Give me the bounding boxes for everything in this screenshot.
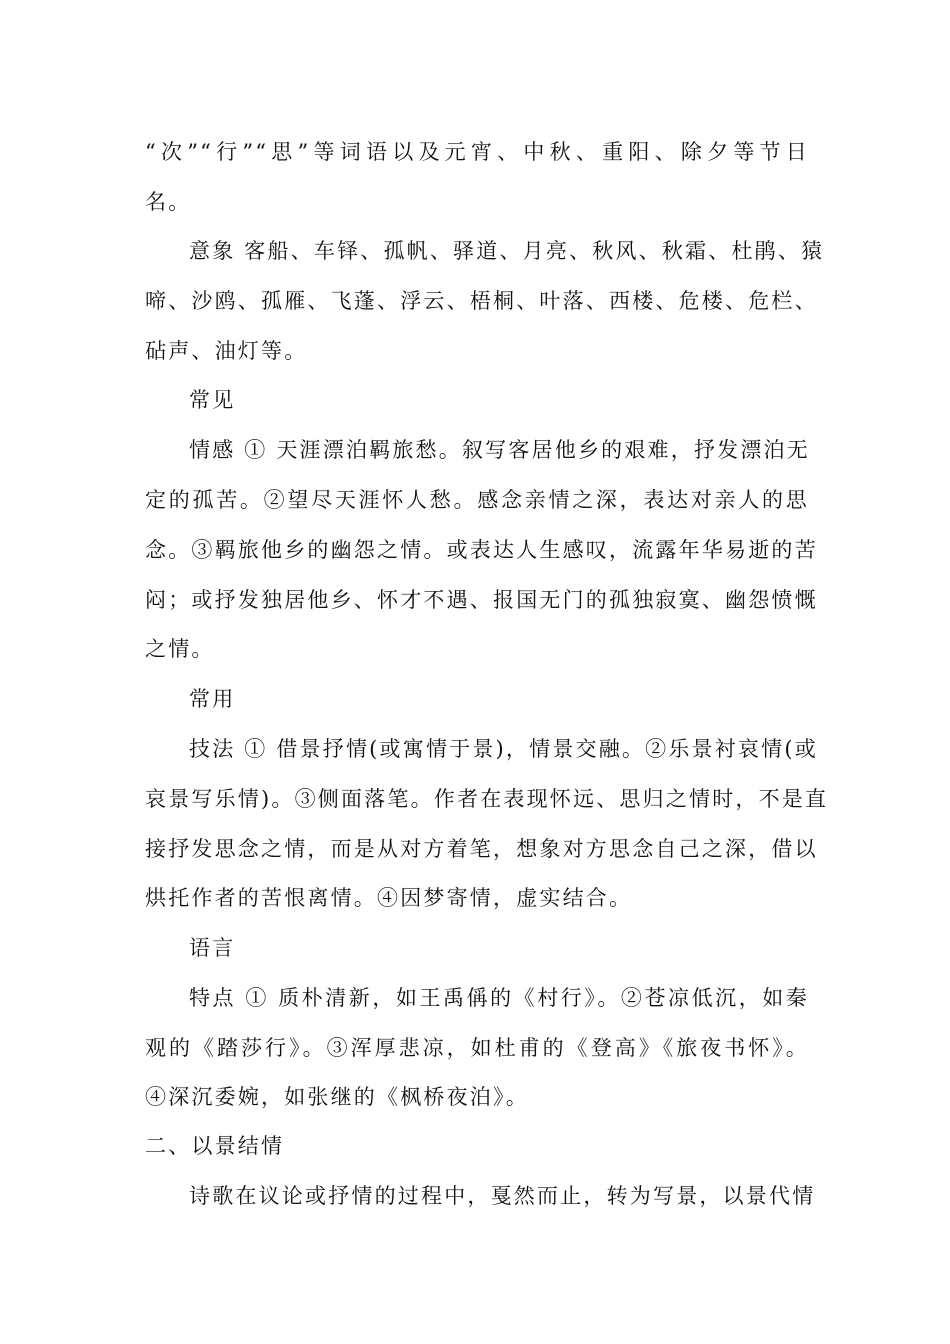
section-heading: 二、以景结情 (145, 1134, 285, 1158)
text-line-20: ④深沉委婉，如张继的《枫桥夜泊》。 (145, 1085, 529, 1109)
text-line-13: 技法 ① 借景抒情(或寓情于景)，情景交融。②乐景衬哀情(或 (189, 737, 818, 761)
text-line-10: 闷；或抒发独居他乡、怀才不遇、报国无门的孤独寂寞、幽怨愤慨 (145, 588, 818, 612)
text-line-14: 哀景写乐情)。③侧面落笔。作者在表现怀远、思归之情时，不是直 (145, 787, 829, 811)
text-line-19: 观的《踏莎行》。③浑厚悲凉，如杜甫的《登高》《旅夜书怀》。 (145, 1036, 809, 1060)
text-line-18: 特点 ① 质朴清新，如王禹偁的《村行》。②苍凉低沉，如秦 (189, 986, 809, 1010)
text-line-5: 砧声、油灯等。 (145, 339, 308, 363)
text-line-15: 接抒发思念之情，而是从对方着笔，想象对方思念自己之深，借以 (145, 837, 818, 861)
text-line-11: 之情。 (145, 637, 215, 661)
text-line-8: 定的孤苦。②望尽天涯怀人愁。感念亲情之深，表达对亲人的思 (145, 488, 809, 512)
text-line-4: 啼、沙鸥、孤雁、飞蓬、浮云、梧桐、叶落、西楼、危楼、危栏、 (145, 289, 818, 313)
text-line-7: 情感 ① 天涯漂泊羁旅愁。叙写客居他乡的艰难，抒发漂泊无 (189, 438, 810, 462)
text-line-9: 念。③羁旅他乡的幽怨之情。或表达人生感叹，流露年华易逝的苦 (145, 538, 818, 562)
text-line-16: 烘托作者的苦恨离情。④因梦寄情，虚实结合。 (145, 886, 633, 910)
text-line-6: 常见 (189, 388, 236, 412)
text-line-17: 语言 (189, 936, 236, 960)
text-line-1: “次”“行”“思”等词语以及元宵、中秋、重阳、除夕等节日 (145, 140, 809, 164)
text-line-2: 名。 (145, 190, 192, 214)
text-line-22: 诗歌在议论或抒情的过程中，戛然而止，转为写景，以景代情 (189, 1184, 816, 1208)
text-line-12: 常用 (189, 687, 236, 711)
text-line-3: 意象 客船、车铎、孤帆、驿道、月亮、秋风、秋霜、杜鹃、猿 (189, 239, 825, 263)
